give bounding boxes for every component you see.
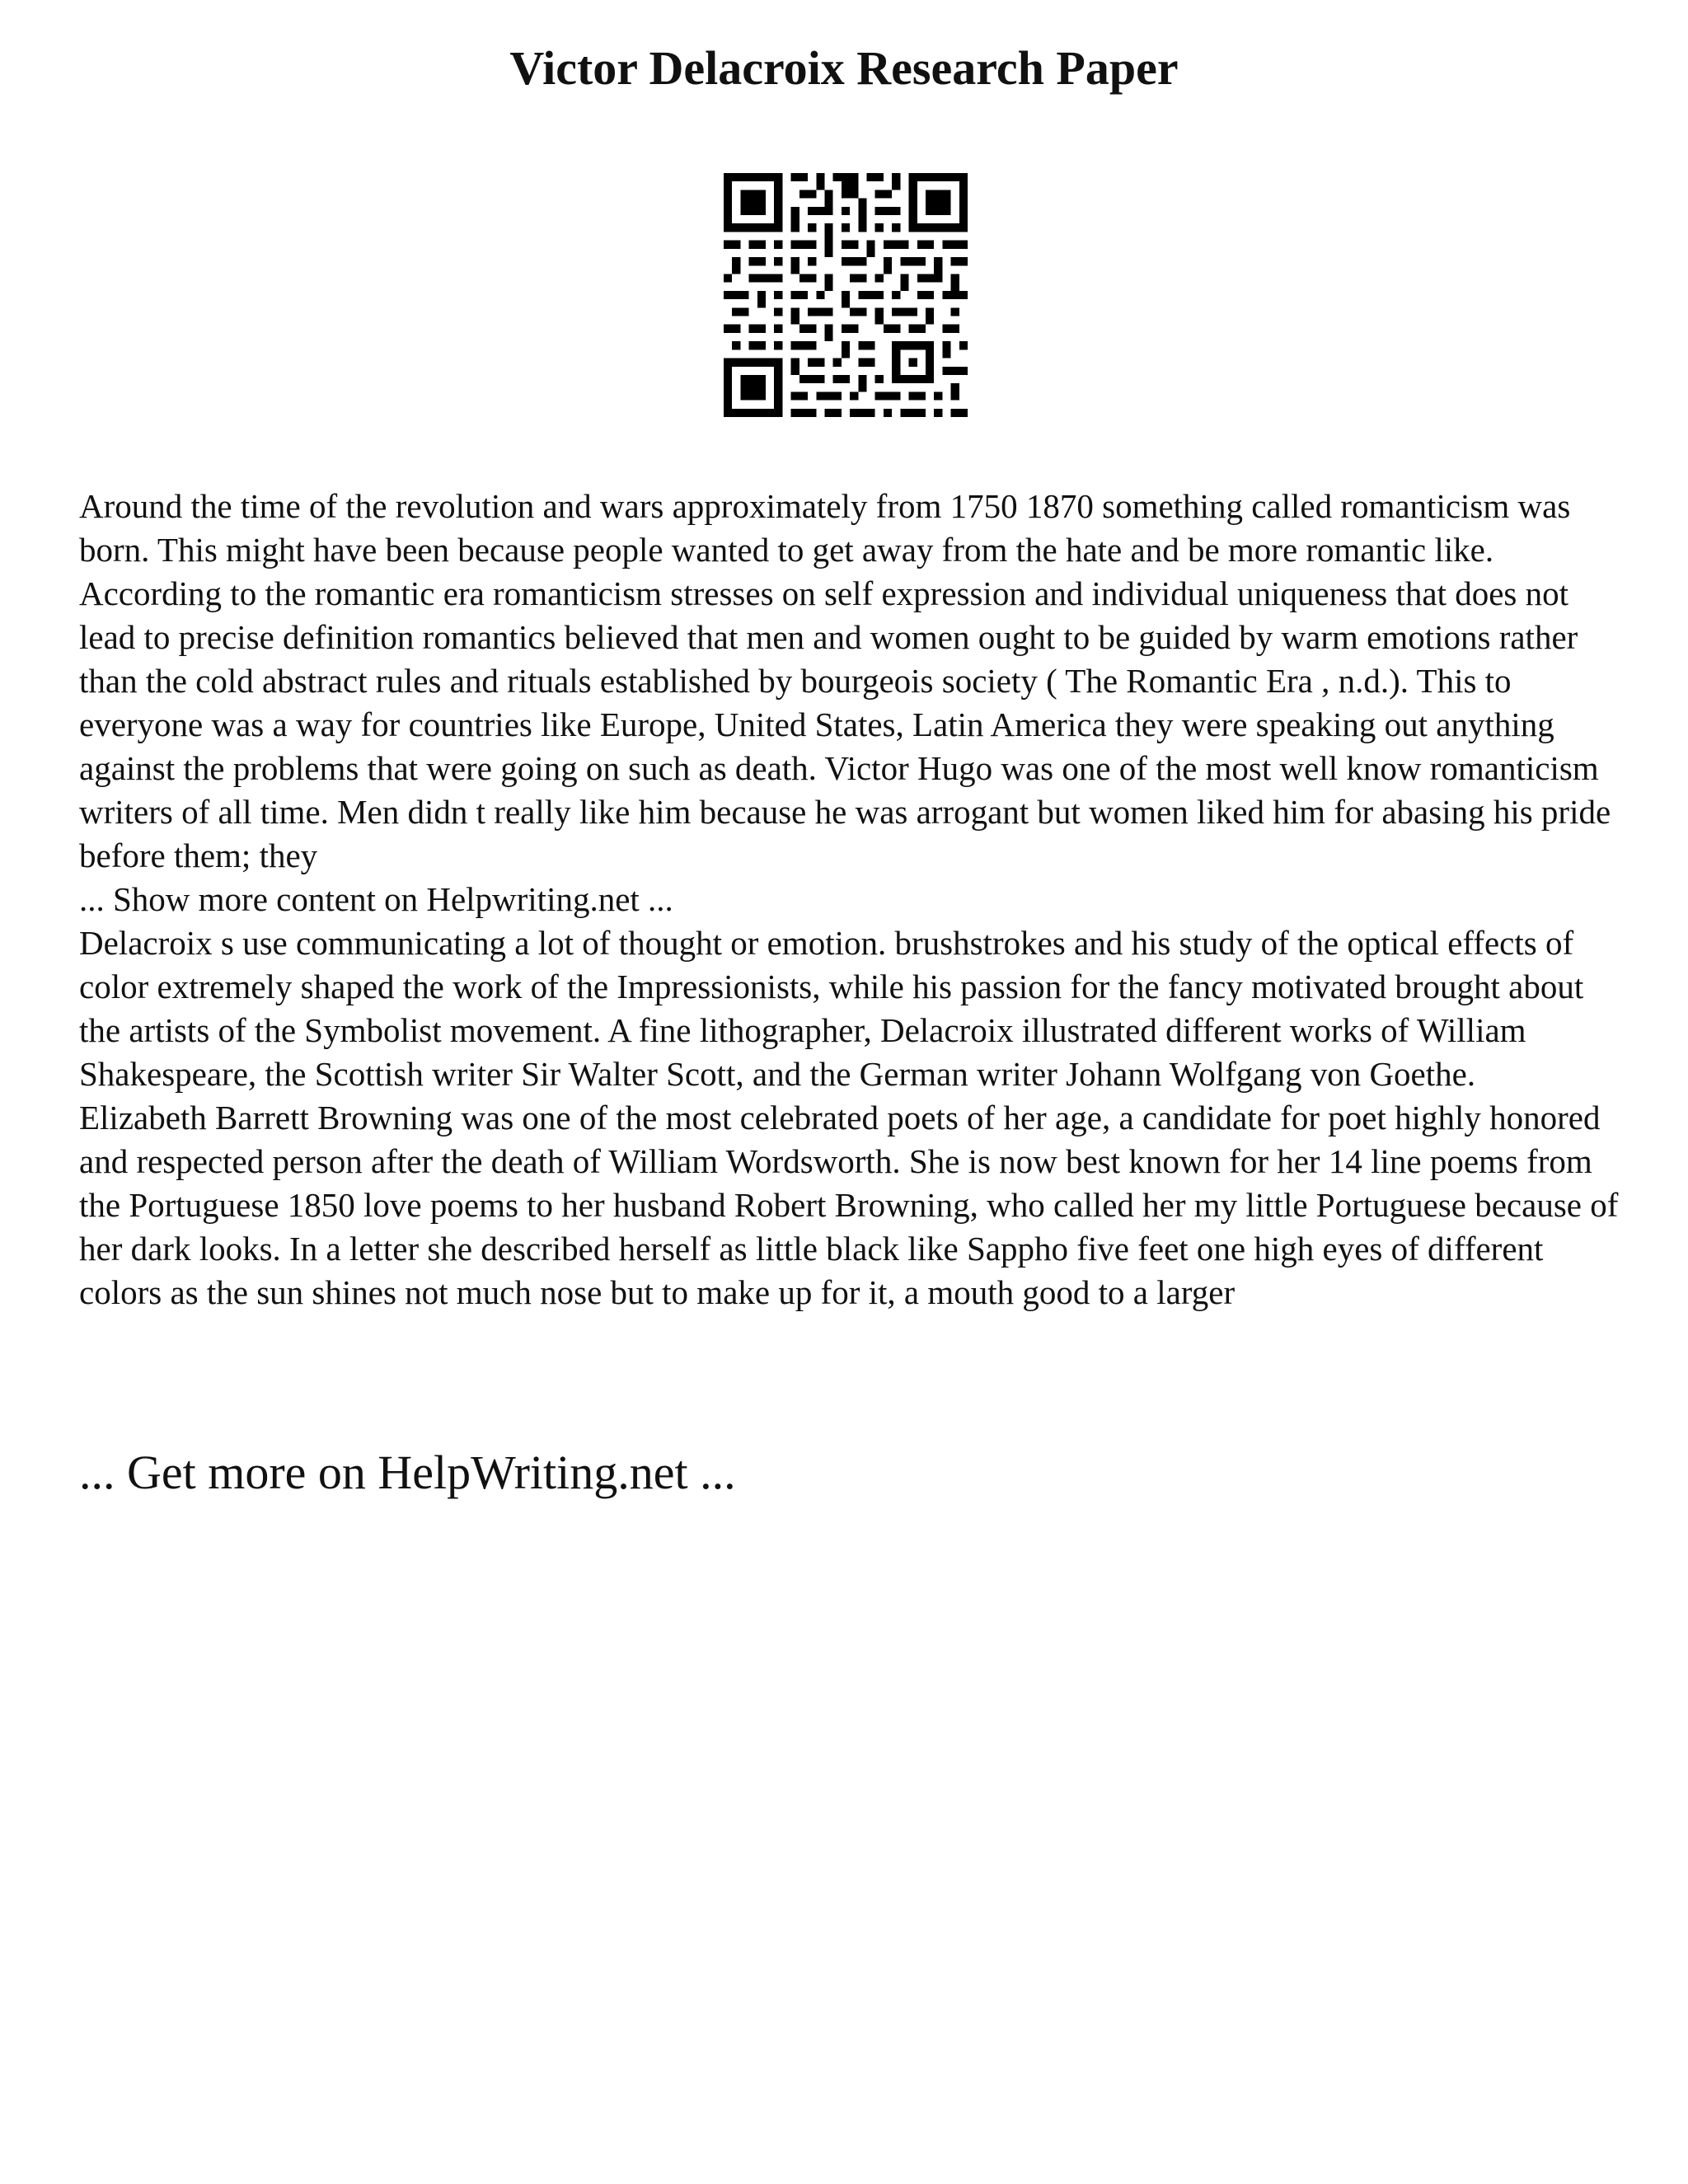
show-more-link[interactable]: ... Show more content on Helpwriting.net ... <box>79 880 673 918</box>
page-title: Victor Delacroix Research Paper <box>509 41 1179 95</box>
article-body <box>79 485 1629 1315</box>
paragraph-browning: Elizabeth Barrett Browning was one of the most celebrated poets of her age, a candidate for poet highly honored and respected person after the death of William Wordsworth. She is now best known for her 14 line poems from the Portuguese 1850 love poems to her husband Robert Browning, who called her my little Portuguese because of her dark looks. In a letter she described herself as little black like Sappho five feet one high eyes of different colors as the sun shines not much nose but to make up for it, a mouth good to a larger <box>79 1099 1619 1311</box>
paragraph-intro: Around the time of the revolution and wars approximately from 1750 1870 something called romanticism was born. This might have been because people wanted to get away from the hate and be more romantic like. According to the romantic era romanticism stresses on self expression and individual uniqueness that does not lead to precise definition romantics believed that men and women ought to be guided by warm emotions rather than the cold abstract rules and rituals established by bourgeois society ( The Romantic Era , n.d.). This to everyone was a way for countries like Europe, United States, Latin America they were speaking out anything against the problems that were going on such as death. Victor Hugo was one of the most well know romanticism writers of all time. Men didn t really like him because he was arrogant but women liked him for abasing his pride before them; they <box>79 487 1611 874</box>
get-more-link[interactable]: ... Get more on HelpWriting.net ... <box>79 1446 736 1499</box>
qr-code-icon <box>724 173 968 417</box>
paragraph-delacroix: Delacroix s use communicating a lot of thought or emotion. brushstrokes and his study of the optical effects of color extremely shaped the work of the Impressionists, while his passion for the fancy motivated brought about the artists of the Symbolist movement. A fine lithographer, Delacroix illustrated different works of William Shakespeare, the Scottish writer Sir Walter Scott, and the German writer Johann Wolfgang von Goethe. <box>79 924 1584 1093</box>
